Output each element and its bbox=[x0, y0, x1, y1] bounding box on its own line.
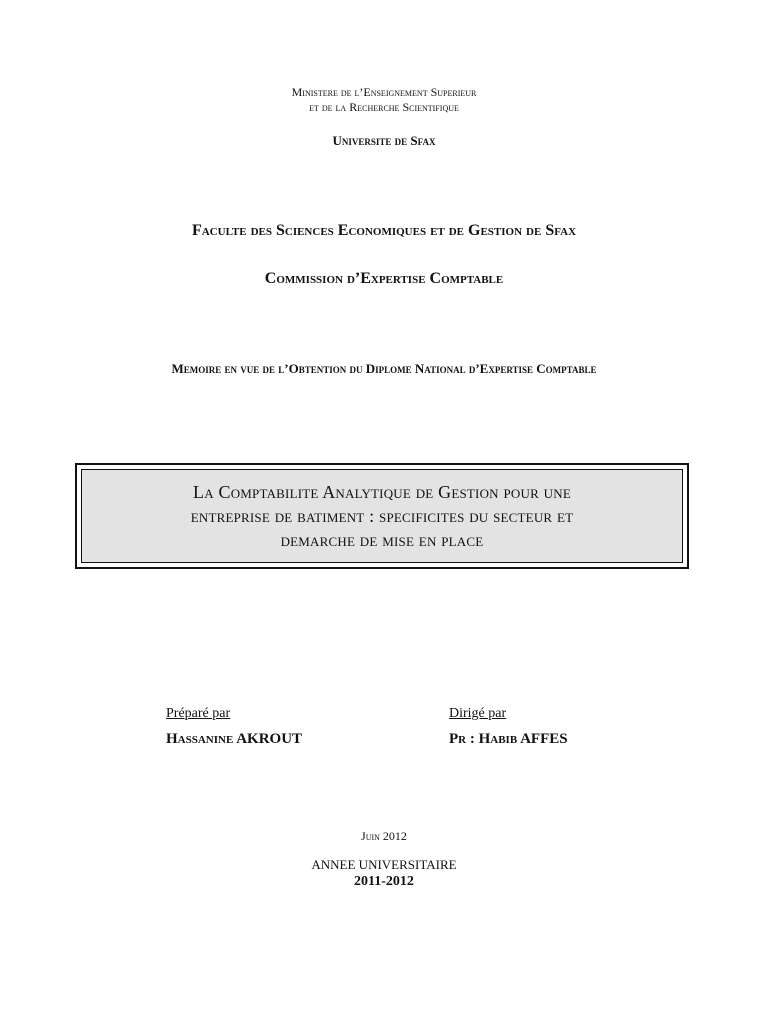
submission-date: Juin 2012 bbox=[361, 829, 407, 843]
faculty-name: Faculte des Sciences Economiques et de Gestion de Sfax bbox=[191, 222, 577, 239]
supervisor-name: Pr : Habib AFFES bbox=[449, 731, 568, 747]
university-name: Universite de Sfax bbox=[332, 133, 436, 148]
academic-year-label: ANNEE UNIVERSITAIRE bbox=[311, 857, 457, 872]
commission-name: Commission d’Expertise Comptable bbox=[264, 270, 504, 287]
thesis-title-line-2: entreprise de batiment : specificites du secteur et bbox=[190, 506, 574, 526]
prepared-by-label: Préparé par bbox=[166, 706, 231, 721]
title-box-inner bbox=[81, 469, 683, 563]
academic-year: 2011-2012 bbox=[354, 874, 414, 889]
thesis-title-line-3: demarche de mise en place bbox=[280, 530, 484, 550]
ministry-line-2: et de la Recherche Scientifique bbox=[309, 100, 459, 114]
author-name: Hassanine AKROUT bbox=[166, 731, 303, 747]
ministry-header bbox=[0, 85, 768, 115]
directed-by-label: Dirigé par bbox=[449, 706, 507, 721]
title-box bbox=[75, 463, 689, 569]
thesis-title bbox=[191, 480, 574, 552]
thesis-title-line-1: La Comptabilite Analytique de Gestion pour une bbox=[193, 482, 571, 502]
ministry-line-1: Ministere de l’Enseignement Superieur bbox=[291, 85, 477, 99]
memoire-subtitle: Memoire en vue de l’Obtention du Diplome National d’Expertise Comptable bbox=[171, 361, 597, 376]
